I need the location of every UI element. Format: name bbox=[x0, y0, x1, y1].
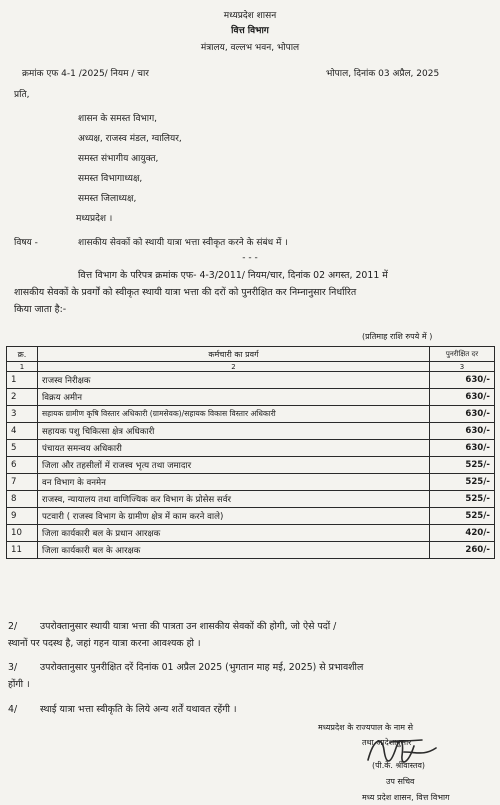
table-row bbox=[7, 457, 495, 474]
recipient-line: समस्त जिलाध्यक्ष, bbox=[78, 194, 137, 204]
row-category: सहायक पशु चिकित्सा क्षेत्र अधिकारी bbox=[38, 423, 430, 440]
subheader-cell: 2 bbox=[38, 362, 430, 372]
recipient-line: अध्यक्ष, राजस्व मंडल, ग्वालियर, bbox=[78, 134, 182, 144]
row-rate: 525/- bbox=[430, 457, 495, 474]
row-category: पंचायत समन्वय अधिकारी bbox=[38, 440, 430, 457]
row-rate: 630/- bbox=[430, 440, 495, 457]
recipient-line: मध्यप्रदेश । bbox=[76, 214, 113, 224]
header-cell: कर्मचारी का प्रवर्ग bbox=[38, 347, 430, 362]
department-name: वित्त विभाग bbox=[231, 26, 269, 36]
signatory-name: (पी.के. श्रीवास्तव) bbox=[372, 761, 426, 770]
table-row bbox=[7, 372, 495, 389]
row-rate: 420/- bbox=[430, 525, 495, 542]
office-address: मंत्रालय, वल्लभ भवन, भोपाल bbox=[200, 43, 300, 53]
table-row bbox=[7, 491, 495, 508]
row-number: 7 bbox=[7, 474, 38, 491]
row-category: वन विभाग के वनमेन bbox=[38, 474, 430, 491]
signatory-designation: उप सचिव bbox=[386, 777, 415, 786]
row-rate: 630/- bbox=[430, 406, 495, 423]
para-line: उपरोक्तानुसार स्थायी यात्रा भत्ता की पात्रता उन शासकीय सेवकों की होगी, जो ऐसे पदों / bbox=[40, 621, 337, 632]
row-number: 8 bbox=[7, 491, 38, 508]
row-category: विक्रय अमीन bbox=[38, 389, 430, 406]
recipient-line: समस्त संभागीय आयुक्त, bbox=[78, 154, 159, 164]
subject-text: शासकीय सेवकों को स्थायी यात्रा भत्ता स्वीकृत करने के संबंध में । bbox=[78, 238, 288, 248]
intro-line: किया जाता है:- bbox=[14, 304, 67, 315]
header-cell: पुनरीक्षित दर bbox=[430, 347, 495, 362]
subheader-cell: 3 bbox=[430, 362, 495, 372]
govt-name: मध्यप्रदेश शासन bbox=[223, 11, 277, 21]
signatory-office: मध्य प्रदेश शासन, वित्त विभाग bbox=[362, 793, 450, 802]
row-rate: 630/- bbox=[430, 372, 495, 389]
para-number: 4/ bbox=[8, 704, 18, 715]
row-number: 9 bbox=[7, 508, 38, 525]
row-category: राजस्व निरीक्षक bbox=[38, 372, 430, 389]
para-line: उपरोक्तानुसार पुनरीक्षित दरें दिनांक 01 अप्रैल 2025 (भुगतान माह मई, 2025) से प्रभावशील bbox=[40, 662, 364, 673]
subject-separator: - - - bbox=[242, 253, 258, 263]
table-header-row bbox=[7, 347, 495, 362]
row-rate: 525/- bbox=[430, 491, 495, 508]
intro-line: शासकीय सेवकों के प्रवर्गों को स्वीकृत स्थायी यात्रा भत्ता की दरों को पुनरीक्षित कर निम्नानुसार निर्धारित bbox=[14, 287, 357, 298]
row-number: 3 bbox=[7, 406, 38, 423]
recipient-line: शासन के समस्त विभाग, bbox=[78, 114, 158, 124]
prati-label: प्रति, bbox=[14, 90, 30, 100]
row-category: राजस्व, न्यायालय तथा वाणिज्यिक कर विभाग के प्रोसेस सर्वर bbox=[38, 491, 430, 508]
table-row bbox=[7, 423, 495, 440]
row-number: 5 bbox=[7, 440, 38, 457]
table-row bbox=[7, 508, 495, 525]
recipient-line: समस्त विभागाध्यक्ष, bbox=[78, 174, 143, 184]
row-category: जिला कार्यकारी बल के प्रधान आरक्षक bbox=[38, 525, 430, 542]
rates-table bbox=[6, 346, 495, 559]
row-category: जिला कार्यकारी बल के आरक्षक bbox=[38, 542, 430, 559]
para-line: होंगी । bbox=[8, 679, 30, 690]
row-rate: 630/- bbox=[430, 389, 495, 406]
table-row bbox=[7, 389, 495, 406]
header-cell: क्र. bbox=[7, 347, 38, 362]
row-category: जिला और तहसीलों में राजस्व भृत्य तथा जमादार bbox=[38, 457, 430, 474]
row-number: 4 bbox=[7, 423, 38, 440]
table-row bbox=[7, 440, 495, 457]
row-rate: 525/- bbox=[430, 474, 495, 491]
place-date: भोपाल, दिनांक 03 अप्रैल, 2025 bbox=[326, 69, 440, 79]
on-behalf-line: मध्यप्रदेश के राज्यपाल के नाम से bbox=[318, 723, 413, 732]
para-number: 2/ bbox=[8, 621, 18, 632]
row-rate: 630/- bbox=[430, 423, 495, 440]
intro-line: वित्त विभाग के परिपत्र क्रमांक एफ- 4-3/2011/ नियम/चार, दिनांक 02 अगस्त, 2011 में bbox=[78, 270, 388, 281]
as-per-order-line: तथा आदेशानुसार bbox=[362, 738, 412, 747]
row-number: 11 bbox=[7, 542, 38, 559]
order-number: क्रमांक एफ 4-1 /2025/ नियम / चार bbox=[22, 69, 149, 79]
row-number: 1 bbox=[7, 372, 38, 389]
table-row bbox=[7, 525, 495, 542]
para-number: 3/ bbox=[8, 662, 18, 673]
row-number: 2 bbox=[7, 389, 38, 406]
row-category: सहायक ग्रामीण कृषि विस्तार अधिकारी (ग्रामसेवक)/सहायक विकास विस्तार अधिकारी bbox=[38, 406, 430, 423]
table-row bbox=[7, 406, 495, 423]
row-rate: 525/- bbox=[430, 508, 495, 525]
para-line: स्थानों पर पदस्थ है, जहां गहन यात्रा करना आवश्यक हो । bbox=[8, 638, 201, 649]
row-rate: 260/- bbox=[430, 542, 495, 559]
table-row bbox=[7, 474, 495, 491]
para-line: स्थाई यात्रा भत्ता स्वीकृति के लिये अन्य शर्तें यथावत रहेंगी । bbox=[40, 704, 237, 715]
table-row bbox=[7, 542, 495, 559]
row-number: 10 bbox=[7, 525, 38, 542]
table-subheader-row bbox=[7, 362, 495, 372]
subject-label: विषय - bbox=[14, 238, 38, 248]
row-number: 6 bbox=[7, 457, 38, 474]
row-category: पटवारी ( राजस्व विभाग के ग्रामीण क्षेत्र में काम करने वाले) bbox=[38, 508, 430, 525]
table-currency-note: (प्रतिमाह राशि रुपये में ) bbox=[362, 332, 433, 341]
subheader-cell: 1 bbox=[7, 362, 38, 372]
